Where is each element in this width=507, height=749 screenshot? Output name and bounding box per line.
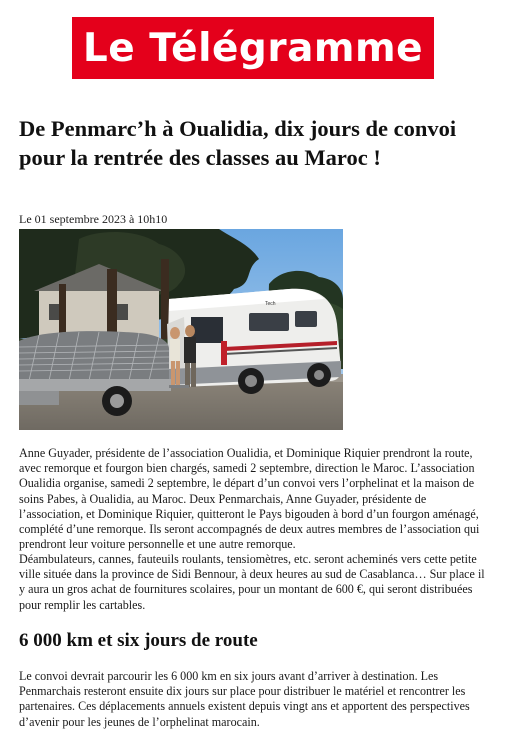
article-photo <box>19 229 343 430</box>
van-badge-text: Tech <box>265 301 276 307</box>
logo-text: Le Télégramme <box>82 25 424 71</box>
article-paragraph: Déambulateurs, cannes, fauteuils roulants, tensiomètres, etc. seront acheminés vers cette petite ville située dans la province de Sidi Bennour, à deux heures au sud de Casablanca… Sur place il y aura un gros achat de fournitures scolaires, pour un montant de 600 €, qui seront distribuées pour remplir les cartables. <box>19 552 485 612</box>
article-paragraph: Anne Guyader, présidente de l’association Oualidia, et Dominique Riquier prendront la route, avec remorque et fourgon bien chargés, samedi 2 septembre, direction le Maroc. L’association Oualidia organise, samedi 2 septembre, le départ d’un convoi vers l’orphelinat et la maison de soins Pabes, à Oualidia, au Maroc. Deux Penmarchais, Anne Guyader, présidente de l’association, et Dominique Riquier, quitteront le Pays bigouden à bord d’un fourgon aménagé, complété d’une remorque. Ils seront accompagnés de deux autres membres de l’association qui prendront leur voiture personnelle et une autre remorque. <box>19 446 480 552</box>
article-subheading: 6 000 km et six jours de route <box>19 630 258 651</box>
article-title: De Penmarc’h à Oualidia, dix jours de convoi pour la rentrée des classes au Maroc ! <box>19 116 457 170</box>
article-paragraph: Le convoi devrait parcourir les 6 000 km en six jours avant d’arriver à destination. Les Penmarchais resteront ensuite dix jours sur place pour distribuer le matériel et rencontrer les partenaires. Ces déplacements annuels existent depuis vingt ans et apportent des perspectives d’avenir pour les jeunes de l’orphelinat marocain. <box>19 669 470 729</box>
masthead-logo <box>72 17 434 79</box>
article-date: Le 01 septembre 2023 à 10h10 <box>19 212 168 226</box>
